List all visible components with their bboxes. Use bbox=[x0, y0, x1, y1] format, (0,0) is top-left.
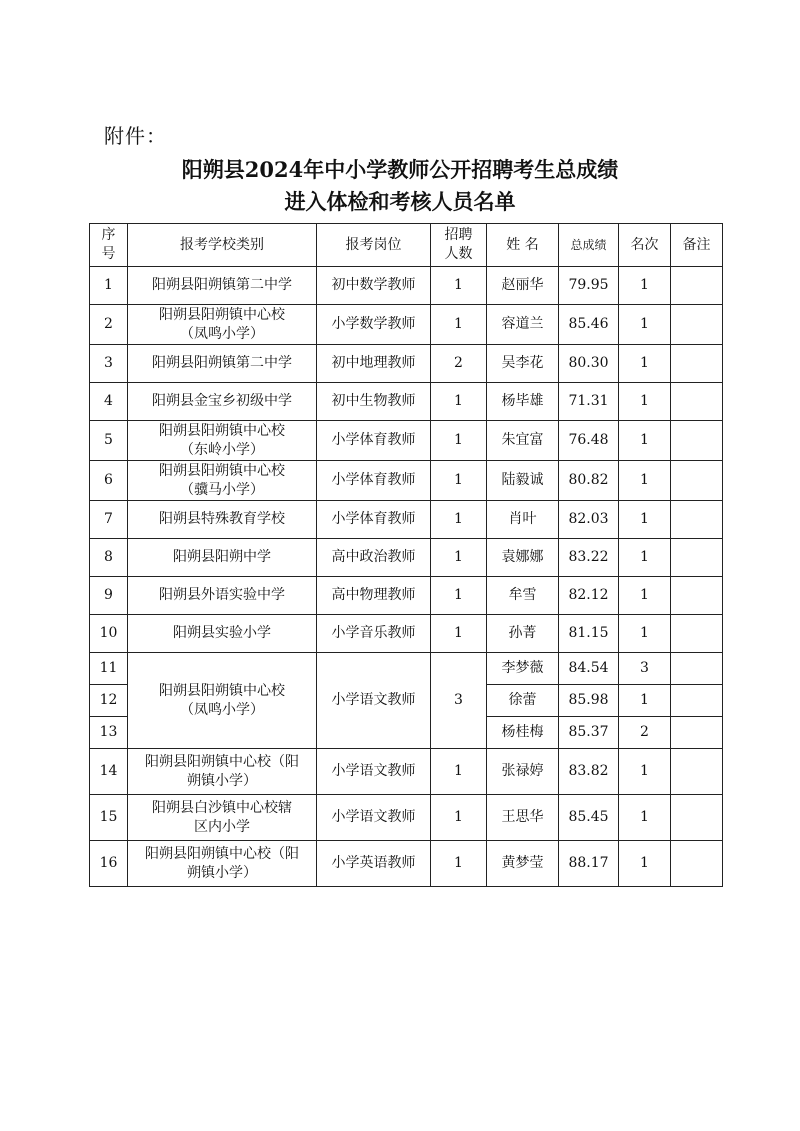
cell-school: 阳朔县阳朔中学 bbox=[128, 539, 317, 577]
cell-seq: 15 bbox=[90, 795, 128, 841]
cell-post: 初中数学教师 bbox=[317, 267, 431, 305]
cell-count: 1 bbox=[431, 501, 487, 539]
cell-post: 小学体育教师 bbox=[317, 501, 431, 539]
cell-rank: 1 bbox=[619, 795, 671, 841]
header-row bbox=[90, 224, 723, 267]
cell-name: 袁娜娜 bbox=[487, 539, 559, 577]
cell-remark bbox=[671, 653, 723, 685]
cell-score: 85.37 bbox=[559, 717, 619, 749]
cell-rank: 1 bbox=[619, 685, 671, 717]
table-row bbox=[90, 577, 723, 615]
cell-post: 初中生物教师 bbox=[317, 383, 431, 421]
cell-name: 牟雪 bbox=[487, 577, 559, 615]
cell-remark bbox=[671, 749, 723, 795]
table-row bbox=[90, 841, 723, 887]
cell-count: 1 bbox=[431, 615, 487, 653]
cell-seq: 14 bbox=[90, 749, 128, 795]
header-score: 总成绩 bbox=[559, 224, 619, 267]
cell-rank: 1 bbox=[619, 841, 671, 887]
cell-post: 小学语文教师 bbox=[317, 653, 431, 749]
table-row bbox=[90, 795, 723, 841]
header-remark: 备注 bbox=[671, 224, 723, 267]
cell-seq: 9 bbox=[90, 577, 128, 615]
cell-name: 赵丽华 bbox=[487, 267, 559, 305]
cell-name: 陆毅诚 bbox=[487, 461, 559, 501]
cell-score: 81.15 bbox=[559, 615, 619, 653]
cell-school: 阳朔县金宝乡初级中学 bbox=[128, 383, 317, 421]
cell-seq: 16 bbox=[90, 841, 128, 887]
cell-school: 阳朔县阳朔镇中心校（凤鸣小学） bbox=[128, 305, 317, 345]
cell-seq: 6 bbox=[90, 461, 128, 501]
cell-school: 阳朔县实验小学 bbox=[128, 615, 317, 653]
cell-school: 阳朔县阳朔镇中心校（凤鸣小学） bbox=[128, 653, 317, 749]
cell-rank: 1 bbox=[619, 345, 671, 383]
cell-post: 小学英语教师 bbox=[317, 841, 431, 887]
cell-name: 杨毕雄 bbox=[487, 383, 559, 421]
cell-post: 小学语文教师 bbox=[317, 749, 431, 795]
cell-remark bbox=[671, 615, 723, 653]
cell-school: 阳朔县外语实验中学 bbox=[128, 577, 317, 615]
cell-rank: 1 bbox=[619, 383, 671, 421]
cell-seq: 5 bbox=[90, 421, 128, 461]
cell-rank: 1 bbox=[619, 461, 671, 501]
table-row bbox=[90, 615, 723, 653]
cell-school: 阳朔县阳朔镇中心校（阳朔镇小学） bbox=[128, 749, 317, 795]
cell-score: 79.95 bbox=[559, 267, 619, 305]
header-count: 招聘人数 bbox=[431, 224, 487, 267]
cell-count: 1 bbox=[431, 577, 487, 615]
cell-remark bbox=[671, 305, 723, 345]
cell-seq: 7 bbox=[90, 501, 128, 539]
cell-seq: 4 bbox=[90, 383, 128, 421]
cell-count: 1 bbox=[431, 421, 487, 461]
cell-score: 71.31 bbox=[559, 383, 619, 421]
cell-rank: 1 bbox=[619, 267, 671, 305]
cell-name: 张禄婷 bbox=[487, 749, 559, 795]
cell-name: 容道兰 bbox=[487, 305, 559, 345]
cell-count: 1 bbox=[431, 383, 487, 421]
cell-school: 阳朔县阳朔镇第二中学 bbox=[128, 345, 317, 383]
cell-rank: 1 bbox=[619, 501, 671, 539]
cell-remark bbox=[671, 685, 723, 717]
cell-post: 小学语文教师 bbox=[317, 795, 431, 841]
cell-seq: 1 bbox=[90, 267, 128, 305]
cell-rank: 1 bbox=[619, 577, 671, 615]
cell-count: 1 bbox=[431, 267, 487, 305]
cell-count: 1 bbox=[431, 539, 487, 577]
document-subtitle: 进入体检和考核人员名单 bbox=[284, 189, 516, 214]
cell-name: 徐蕾 bbox=[487, 685, 559, 717]
cell-score: 82.12 bbox=[559, 577, 619, 615]
cell-seq: 8 bbox=[90, 539, 128, 577]
header-rank: 名次 bbox=[619, 224, 671, 267]
cell-post: 初中地理教师 bbox=[317, 345, 431, 383]
header-seq: 序号 bbox=[90, 224, 128, 267]
cell-seq: 3 bbox=[90, 345, 128, 383]
cell-post: 小学音乐教师 bbox=[317, 615, 431, 653]
cell-score: 80.82 bbox=[559, 461, 619, 501]
cell-rank: 3 bbox=[619, 653, 671, 685]
cell-rank: 1 bbox=[619, 539, 671, 577]
cell-score: 85.98 bbox=[559, 685, 619, 717]
cell-score: 83.22 bbox=[559, 539, 619, 577]
cell-remark bbox=[671, 539, 723, 577]
cell-rank: 1 bbox=[619, 421, 671, 461]
cell-remark bbox=[671, 383, 723, 421]
cell-post: 高中政治教师 bbox=[317, 539, 431, 577]
document-title: 阳朔县2024年中小学教师公开招聘考生总成绩 bbox=[181, 157, 619, 182]
cell-rank: 1 bbox=[619, 305, 671, 345]
attachment-label: 附件： bbox=[104, 124, 167, 148]
cell-score: 85.46 bbox=[559, 305, 619, 345]
cell-remark bbox=[671, 461, 723, 501]
cell-name: 杨桂梅 bbox=[487, 717, 559, 749]
cell-count: 3 bbox=[431, 653, 487, 749]
cell-rank: 2 bbox=[619, 717, 671, 749]
cell-post: 小学数学教师 bbox=[317, 305, 431, 345]
table-row bbox=[90, 461, 723, 501]
cell-score: 76.48 bbox=[559, 421, 619, 461]
table-row bbox=[90, 305, 723, 345]
table-row bbox=[90, 383, 723, 421]
cell-count: 1 bbox=[431, 749, 487, 795]
cell-rank: 1 bbox=[619, 749, 671, 795]
cell-name: 李梦薇 bbox=[487, 653, 559, 685]
cell-name: 朱宜富 bbox=[487, 421, 559, 461]
table-row bbox=[90, 501, 723, 539]
cell-count: 1 bbox=[431, 841, 487, 887]
header-name: 姓 名 bbox=[487, 224, 559, 267]
cell-school: 阳朔县阳朔镇中心校（骥马小学） bbox=[128, 461, 317, 501]
table-row bbox=[90, 653, 723, 685]
table-row bbox=[90, 749, 723, 795]
cell-post: 小学体育教师 bbox=[317, 421, 431, 461]
cell-score: 85.45 bbox=[559, 795, 619, 841]
cell-count: 1 bbox=[431, 305, 487, 345]
table-row bbox=[90, 345, 723, 383]
cell-remark bbox=[671, 421, 723, 461]
cell-remark bbox=[671, 841, 723, 887]
cell-remark bbox=[671, 345, 723, 383]
cell-remark bbox=[671, 795, 723, 841]
cell-score: 83.82 bbox=[559, 749, 619, 795]
cell-score: 88.17 bbox=[559, 841, 619, 887]
cell-school: 阳朔县阳朔镇中心校（东岭小学） bbox=[128, 421, 317, 461]
cell-remark bbox=[671, 267, 723, 305]
cell-seq: 13 bbox=[90, 717, 128, 749]
header-school: 报考学校类别 bbox=[128, 224, 317, 267]
cell-name: 王思华 bbox=[487, 795, 559, 841]
cell-post: 小学体育教师 bbox=[317, 461, 431, 501]
cell-score: 80.30 bbox=[559, 345, 619, 383]
cell-count: 2 bbox=[431, 345, 487, 383]
cell-name: 黄梦莹 bbox=[487, 841, 559, 887]
cell-school: 阳朔县白沙镇中心校辖区内小学 bbox=[128, 795, 317, 841]
cell-count: 1 bbox=[431, 461, 487, 501]
table-row bbox=[90, 267, 723, 305]
results-table bbox=[89, 223, 723, 887]
cell-name: 肖叶 bbox=[487, 501, 559, 539]
cell-score: 84.54 bbox=[559, 653, 619, 685]
cell-remark bbox=[671, 577, 723, 615]
cell-name: 吴李花 bbox=[487, 345, 559, 383]
cell-count: 1 bbox=[431, 795, 487, 841]
cell-rank: 1 bbox=[619, 615, 671, 653]
cell-seq: 2 bbox=[90, 305, 128, 345]
cell-school: 阳朔县阳朔镇第二中学 bbox=[128, 267, 317, 305]
cell-seq: 12 bbox=[90, 685, 128, 717]
cell-school: 阳朔县特殊教育学校 bbox=[128, 501, 317, 539]
table-row bbox=[90, 539, 723, 577]
cell-seq: 10 bbox=[90, 615, 128, 653]
cell-remark bbox=[671, 501, 723, 539]
cell-name: 孙菁 bbox=[487, 615, 559, 653]
cell-score: 82.03 bbox=[559, 501, 619, 539]
cell-seq: 11 bbox=[90, 653, 128, 685]
cell-remark bbox=[671, 717, 723, 749]
cell-school: 阳朔县阳朔镇中心校（阳朔镇小学） bbox=[128, 841, 317, 887]
header-post: 报考岗位 bbox=[317, 224, 431, 267]
table-row bbox=[90, 421, 723, 461]
cell-post: 高中物理教师 bbox=[317, 577, 431, 615]
